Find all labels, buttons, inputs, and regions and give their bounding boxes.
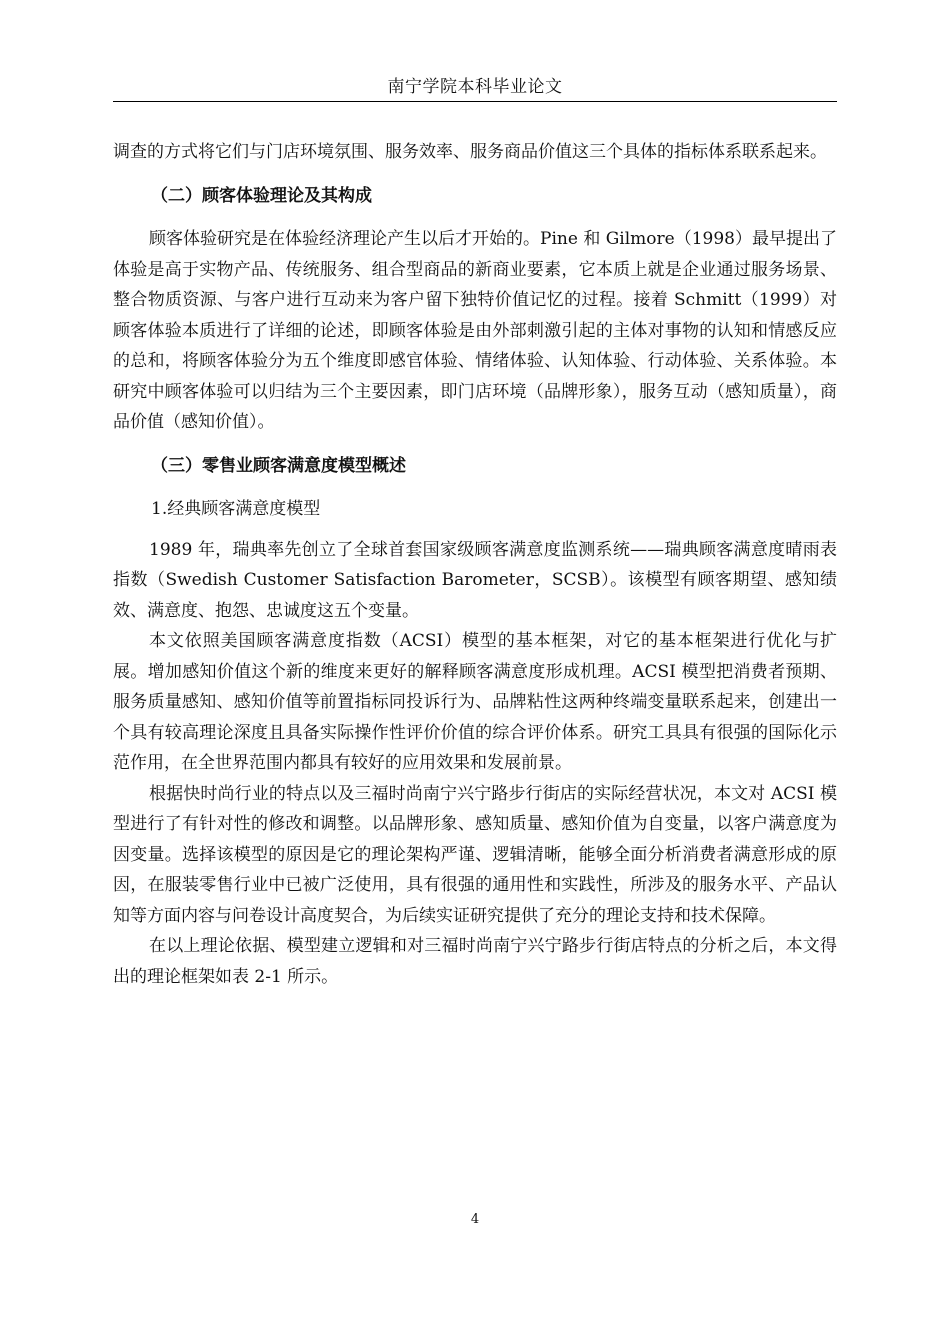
paragraph-continuation: 调查的方式将它们与门店环境氛围、服务效率、服务商品价值这三个具体的指标体系联系起来。 bbox=[113, 142, 827, 162]
document-body bbox=[113, 137, 837, 992]
running-header: 南宁学院本科毕业论文 bbox=[387, 77, 563, 97]
paragraph-customer-experience: 顾客体验研究是在体验经济理论产生以后才开始的。Pine 和 Gilmore（1998）最早提出了体验是高于实物产品、传统服务、组合型商品的新商业要素，它本质上就是企业通过服务场景、整合物质资源、与客户进行互动来为客户留下独特价值记忆的过程。接着 Schmitt（1999）对顾客体验本质进行了详细的论述，即顾客体验是由外部刺激引起的主体对事物的认知和情感反应的总和，将顾客体验分为五个维度即感官体验、情绪体验、认知体验、行动体验、关系体验。本研究中顾客体验可以归结为三个主要因素，即门店环境（品牌形象），服务互动（感知质量），商品价值（感知价值）。 bbox=[113, 229, 837, 432]
section-heading-customer-experience: （二）顾客体验理论及其构成 bbox=[151, 185, 372, 206]
header-rule bbox=[113, 101, 837, 102]
paragraph-model-adjustment: 根据快时尚行业的特点以及三福时尚南宁兴宁路步行街店的实际经营状况，本文对 ACSI 模型进行了有针对性的修改和调整。以品牌形象、感知质量、感知价值为自变量，以客户满意度为因变量。选择该模型的原因是它的理论架构严谨、逻辑清晰，能够全面分析消费者满意形成的原因，在服装零售行业中已被广泛使用，具有很强的通用性和实践性，所涉及的服务水平、产品认知等方面内容与问卷设计高度契合，为后续实证研究提供了充分的理论支持和技术保障。 bbox=[113, 783, 837, 926]
paragraph-acsi: 本文依照美国顾客满意度指数（ACSI）模型的基本框架，对它的基本框架进行优化与扩展。增加感知价值这个新的维度来更好的解释顾客满意度形成机理。ACSI 模型把消费者预期、服务质量感知、感知价值等前置指标同投诉行为、品牌粘性这两种终端变量联系起来，创建出一个具有较高理论深度且具备实际操作性评价价值的综合评价体系。研究工具具有很强的国际化示范作用，在全世界范围内都具有较好的应用效果和发展前景。 bbox=[113, 631, 837, 773]
page-number: 4 bbox=[470, 1212, 480, 1227]
section-heading-satisfaction-models: （三）零售业顾客满意度模型概述 bbox=[151, 455, 406, 476]
paragraph-framework-summary: 在以上理论依据、模型建立逻辑和对三福时尚南宁兴宁路步行街店特点的分析之后，本文得出的理论框架如表 2-1 所示。 bbox=[113, 936, 837, 987]
subsection-heading-classic-models: 1.经典顾客满意度模型 bbox=[151, 499, 321, 519]
paragraph-scsb: 1989 年，瑞典率先创立了全球首套国家级顾客满意度监测系统——瑞典顾客满意度晴雨表指数（Swedish Customer Satisfaction Barometer，SCSB）。该模型有顾客期望、感知绩效、满意度、抱怨、忠诚度这五个变量。 bbox=[113, 539, 837, 621]
